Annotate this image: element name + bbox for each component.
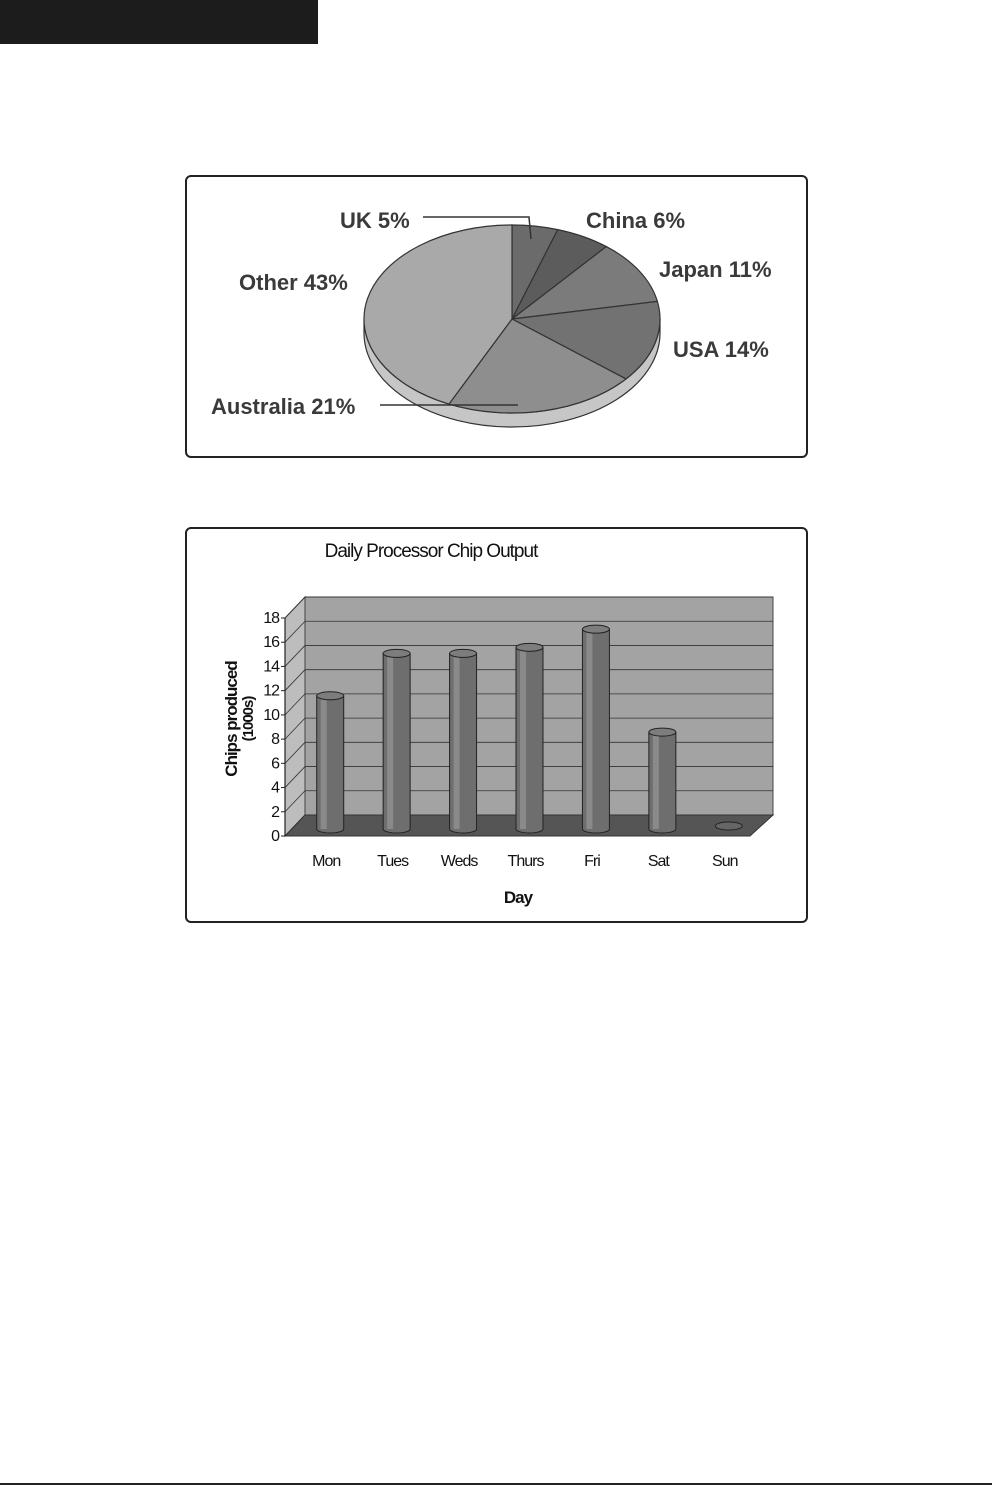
- pie-label-uk: UK 5%: [340, 208, 410, 233]
- x-axis-title: Day: [503, 888, 533, 907]
- y-tick-label: 2: [271, 803, 279, 821]
- bar-fri: [582, 625, 609, 833]
- bar-weds: [450, 649, 477, 833]
- y-tick-label: 0: [271, 828, 279, 845]
- y-axis-title-line2: (1000s): [240, 696, 257, 742]
- pie-label-australia: Australia 21%: [211, 394, 356, 419]
- y-tick-label: 12: [263, 682, 279, 700]
- pie-label-japan: Japan 11%: [659, 257, 772, 282]
- bar-chart: [187, 529, 810, 925]
- bar-sat: [649, 728, 676, 833]
- header-bar: [0, 0, 318, 44]
- bar-sun: [715, 822, 742, 830]
- pie-chart-panel: [185, 175, 808, 458]
- pie-chart: [187, 177, 810, 460]
- x-tick-label: Sun: [712, 853, 738, 870]
- x-tick-label: Weds: [440, 853, 478, 870]
- bar-mon: [317, 692, 344, 833]
- bar-chart-title: Daily Processor Chip Output: [324, 541, 538, 562]
- y-tick-label: 8: [271, 731, 279, 749]
- y-tick-label: 16: [263, 634, 279, 652]
- bar-tues: [383, 649, 410, 833]
- bar-thurs: [516, 643, 543, 833]
- pie-label-china: China 6%: [586, 208, 686, 233]
- y-tick-label: 10: [263, 706, 279, 724]
- x-tick-label: Sat: [647, 853, 669, 870]
- x-tick-label: Thurs: [507, 853, 544, 870]
- pie-label-usa: USA 14%: [673, 337, 769, 362]
- bar-side-wall: [285, 597, 305, 836]
- pie-label-other: Other 43%: [239, 270, 348, 295]
- y-axis-title-line1: Chips produced: [222, 661, 241, 777]
- y-tick-label: 18: [263, 610, 279, 627]
- bar-chart-panel: [185, 527, 808, 923]
- bottom-rule: [0, 1483, 992, 1485]
- y-tick-label: 6: [271, 755, 279, 773]
- y-tick-label: 14: [263, 658, 279, 676]
- x-tick-label: Fri: [584, 853, 600, 870]
- x-tick-label: Mon: [312, 853, 341, 870]
- x-tick-label: Tues: [377, 853, 409, 870]
- y-tick-label: 4: [271, 779, 279, 797]
